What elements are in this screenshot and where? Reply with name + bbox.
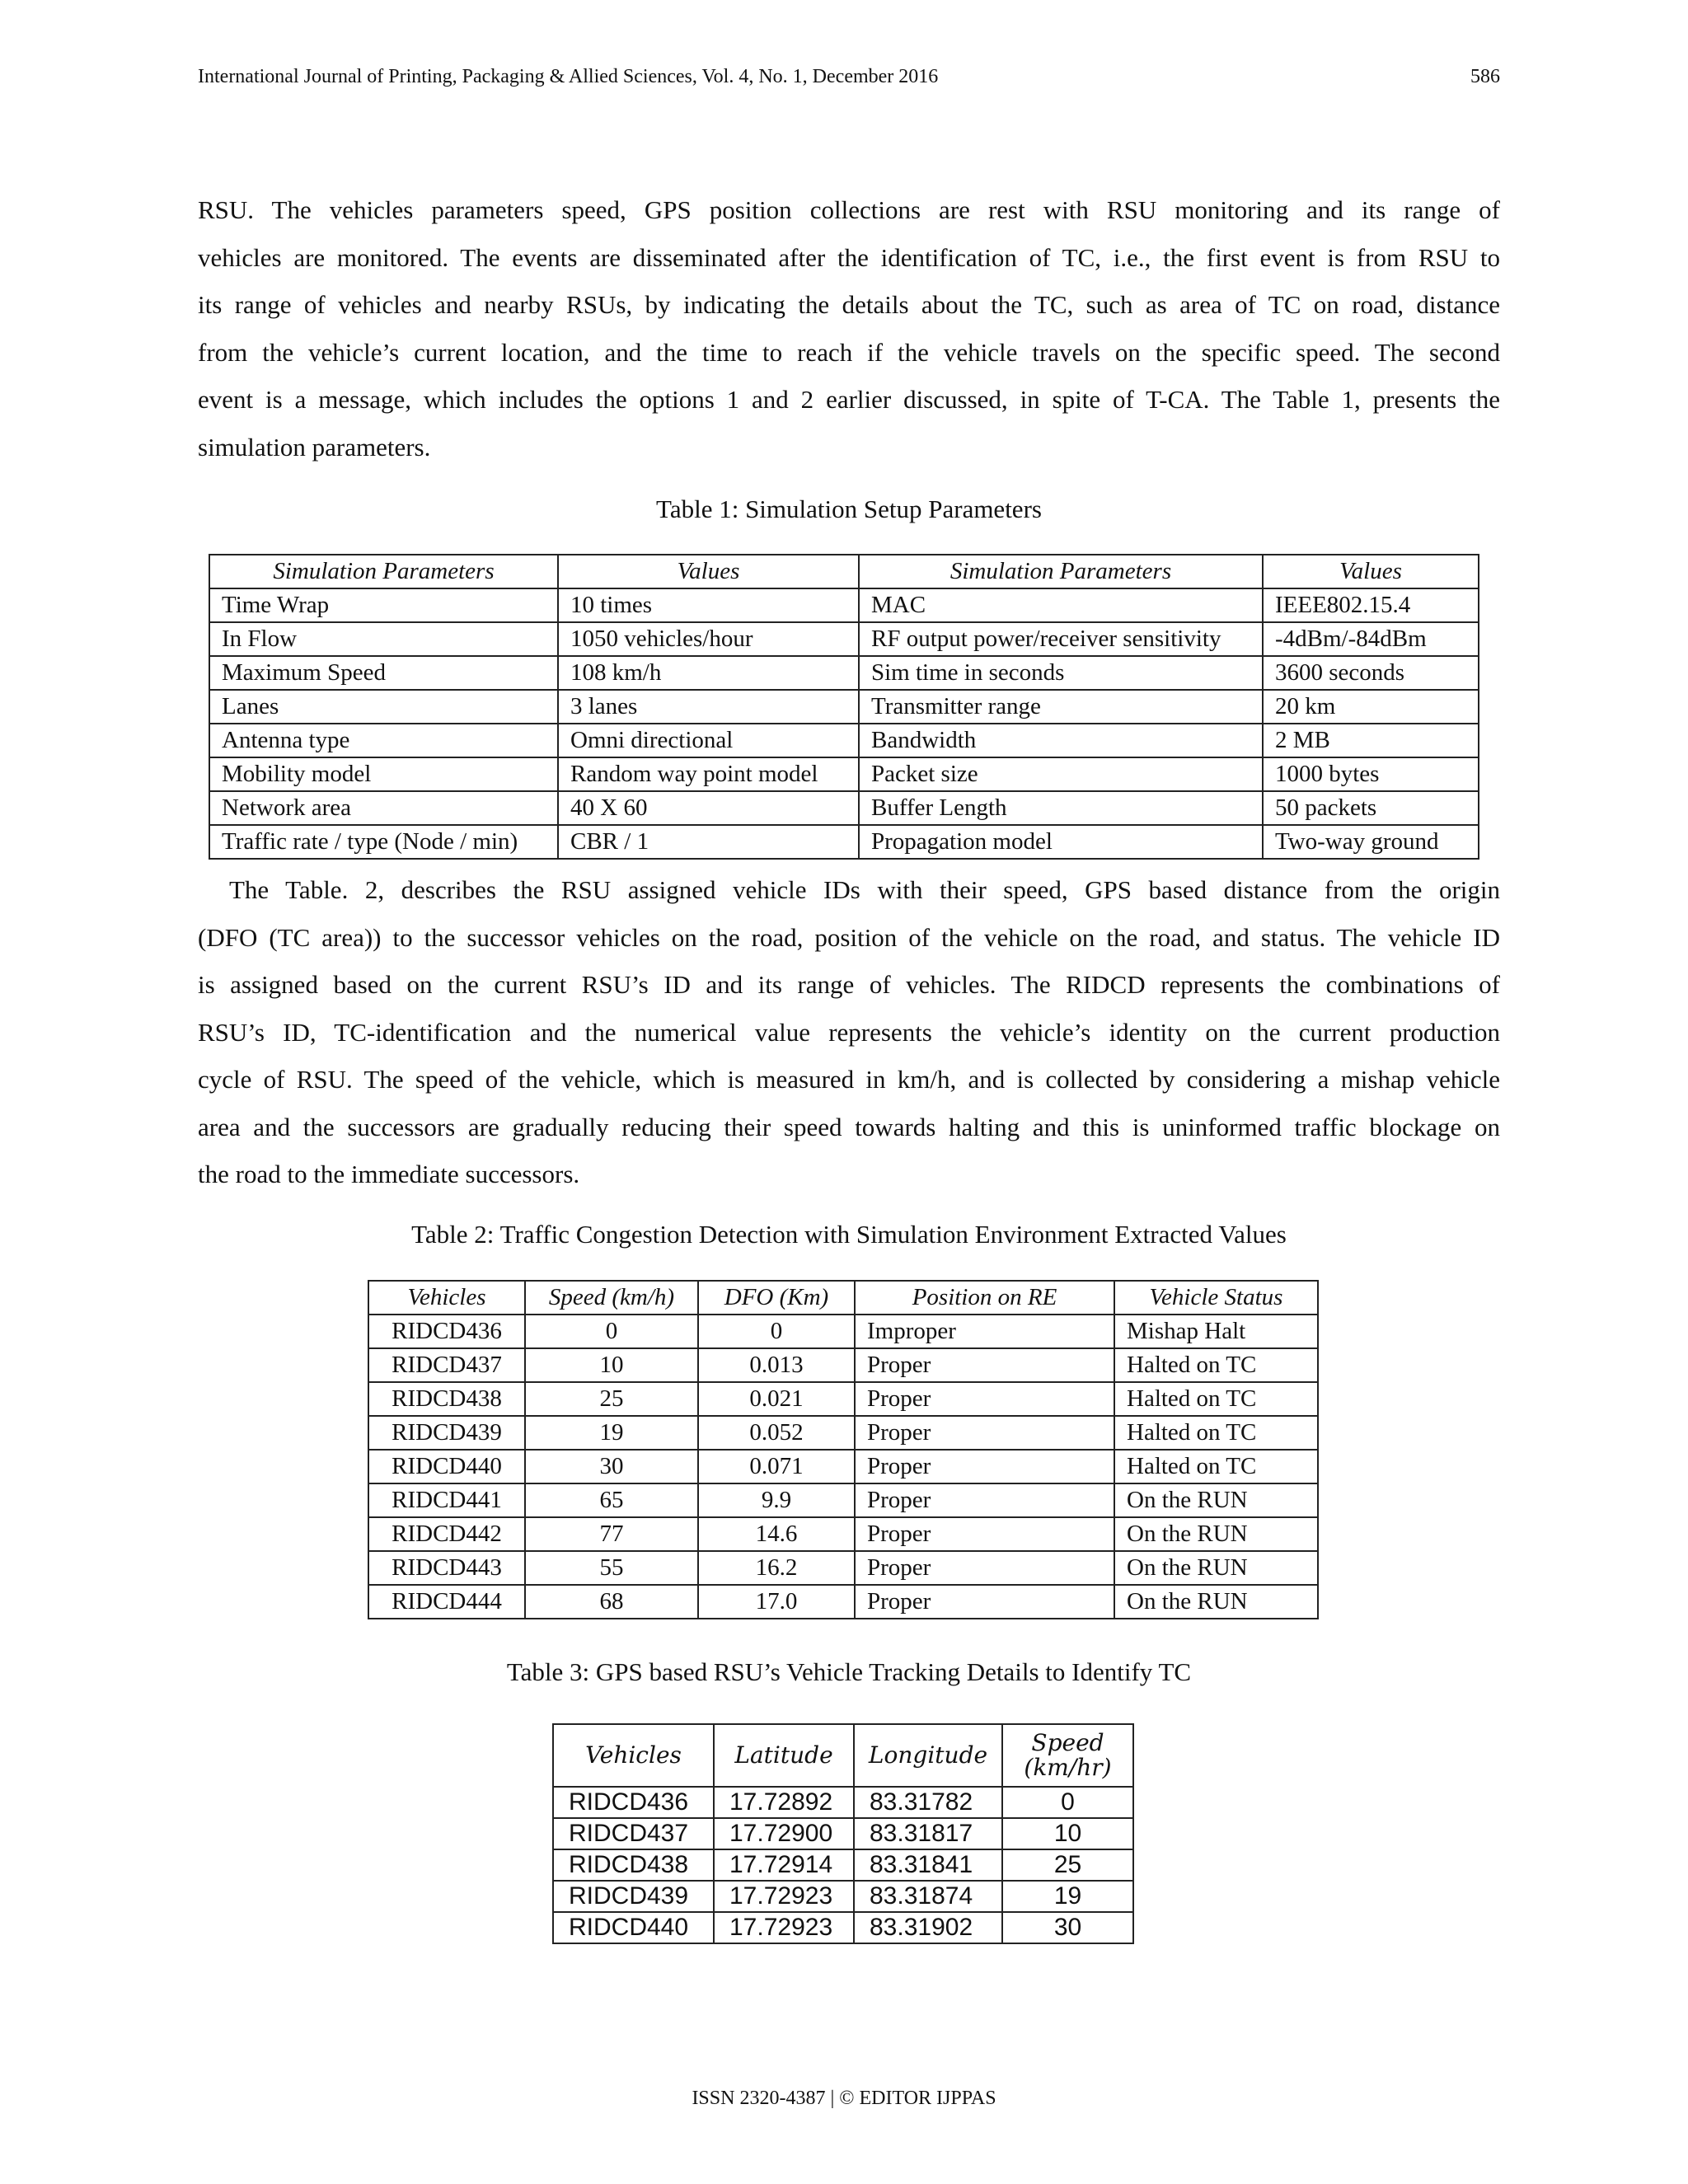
- table-cell: Transmitter range: [859, 690, 1263, 724]
- table-cell: 50 packets: [1263, 791, 1479, 825]
- column-header: Longitude: [854, 1724, 1002, 1787]
- table-cell: Proper: [855, 1416, 1114, 1450]
- text-line: (DFO (TC area)) to the successor vehicles on the road, position of the vehicle on the road, and status. The vehicle ID: [198, 922, 1500, 952]
- table-cell: 17.72892: [714, 1787, 854, 1818]
- table-cell: 10 times: [558, 588, 859, 622]
- table-header-row: [553, 1724, 1133, 1787]
- table-cell: Omni directional: [558, 724, 859, 757]
- table-cell: 65: [525, 1483, 698, 1517]
- table-cell: 40 X 60: [558, 791, 859, 825]
- column-header: Values: [1263, 555, 1479, 588]
- table-cell: Proper: [855, 1551, 1114, 1585]
- text-line: its range of vehicles and nearby RSUs, by indicating the details about the TC, such as area of TC on road, distance: [198, 290, 1500, 319]
- table-cell: 108 km/h: [558, 656, 859, 690]
- table-cell: 0: [698, 1315, 855, 1348]
- table-cell: 55: [525, 1551, 698, 1585]
- table-row: [368, 1382, 1318, 1416]
- column-header: Latitude: [714, 1724, 854, 1787]
- table-row: [368, 1551, 1318, 1585]
- table-cell: 1050 vehicles/hour: [558, 622, 859, 656]
- table-cell: 0.071: [698, 1450, 855, 1483]
- table-row: [209, 622, 1479, 656]
- table-cell: Packet size: [859, 757, 1263, 791]
- table-row: [553, 1818, 1133, 1849]
- table-cell: 10: [525, 1348, 698, 1382]
- table-cell: 0: [525, 1315, 698, 1348]
- column-header: Vehicles: [368, 1281, 525, 1315]
- column-header: DFO (Km): [698, 1281, 855, 1315]
- table-1-caption: Table 1: Simulation Setup Parameters: [656, 494, 1042, 523]
- table-cell: 17.72914: [714, 1849, 854, 1881]
- table-3-body: [553, 1787, 1133, 1943]
- table-cell: 19: [525, 1416, 698, 1450]
- table-cell: CBR / 1: [558, 825, 859, 859]
- table-cell: RIDCD441: [368, 1483, 525, 1517]
- table-cell: RIDCD438: [368, 1382, 525, 1416]
- page-number: 586: [1470, 66, 1500, 87]
- table-cell: RIDCD438: [553, 1849, 714, 1881]
- table-cell: Random way point model: [558, 757, 859, 791]
- table-cell: RIDCD437: [553, 1818, 714, 1849]
- table-cell: 0: [1002, 1787, 1133, 1818]
- table-row: [209, 791, 1479, 825]
- column-header-speed: [1002, 1724, 1133, 1787]
- text-line: simulation parameters.: [198, 432, 431, 462]
- table-cell: 17.72923: [714, 1881, 854, 1912]
- table-cell: Mishap Halt: [1114, 1315, 1318, 1348]
- footer: ISSN 2320-4387 | © EDITOR IJPPAS: [692, 2088, 996, 2109]
- column-header: Simulation Parameters: [209, 555, 558, 588]
- table-cell: Mobility model: [209, 757, 558, 791]
- table-cell: 1000 bytes: [1263, 757, 1479, 791]
- text-line: is assigned based on the current RSU’s ID and its range of vehicles. The RIDCD represents the combinations of: [198, 970, 1500, 999]
- table-cell: Two-way ground: [1263, 825, 1479, 859]
- column-header: Vehicles: [553, 1724, 714, 1787]
- table-cell: 83.31782: [854, 1787, 1002, 1818]
- table-row: [368, 1416, 1318, 1450]
- table-cell: RIDCD442: [368, 1517, 525, 1551]
- table-2: [368, 1280, 1319, 1619]
- table-cell: 83.31874: [854, 1881, 1002, 1912]
- text-line: from the vehicle’s current location, and the time to reach if the vehicle travels on the specific speed. The second: [198, 337, 1500, 367]
- table-row: [368, 1517, 1318, 1551]
- table-cell: Halted on TC: [1114, 1348, 1318, 1382]
- table-cell: Proper: [855, 1382, 1114, 1416]
- table-cell: Antenna type: [209, 724, 558, 757]
- table-cell: 25: [525, 1382, 698, 1416]
- column-header: Values: [558, 555, 859, 588]
- table-cell: 30: [1002, 1912, 1133, 1943]
- table-row: [368, 1585, 1318, 1619]
- table-cell: RIDCD444: [368, 1585, 525, 1619]
- running-header: [198, 66, 1500, 88]
- table-cell: In Flow: [209, 622, 558, 656]
- table-3: [552, 1723, 1134, 1944]
- table-row: [368, 1450, 1318, 1483]
- table-cell: On the RUN: [1114, 1517, 1318, 1551]
- table-cell: Improper: [855, 1315, 1114, 1348]
- table-cell: On the RUN: [1114, 1551, 1318, 1585]
- table-cell: 30: [525, 1450, 698, 1483]
- table-row: [368, 1483, 1318, 1517]
- paragraph-2: [198, 866, 1500, 1198]
- table-row: [368, 1348, 1318, 1382]
- table-cell: Proper: [855, 1517, 1114, 1551]
- table-header-row: [368, 1281, 1318, 1315]
- column-header: Speed (km/h): [525, 1281, 698, 1315]
- table-cell: RF output power/receiver sensitivity: [859, 622, 1263, 656]
- text-line: area and the successors are gradually reducing their speed towards halting and this is uninformed traffic blockage on: [198, 1112, 1500, 1141]
- table-cell: Propagation model: [859, 825, 1263, 859]
- table-cell: 20 km: [1263, 690, 1479, 724]
- table-row: [209, 588, 1479, 622]
- table-cell: Halted on TC: [1114, 1416, 1318, 1450]
- table-cell: 83.31902: [854, 1912, 1002, 1943]
- table-cell: Network area: [209, 791, 558, 825]
- table-cell: Maximum Speed: [209, 656, 558, 690]
- table-row: [553, 1912, 1133, 1943]
- table-cell: 83.31817: [854, 1818, 1002, 1849]
- table-cell: RIDCD437: [368, 1348, 525, 1382]
- journal-title: International Journal of Printing, Packaging & Allied Sciences, Vol. 4, No. 1, December 2016: [198, 66, 939, 87]
- table-cell: IEEE802.15.4: [1263, 588, 1479, 622]
- table-cell: 3 lanes: [558, 690, 859, 724]
- table-1-body: [209, 588, 1479, 859]
- column-header: Position on RE: [855, 1281, 1114, 1315]
- table-cell: 17.72900: [714, 1818, 854, 1849]
- column-header: Simulation Parameters: [859, 555, 1263, 588]
- table-cell: 0.052: [698, 1416, 855, 1450]
- table-cell: On the RUN: [1114, 1483, 1318, 1517]
- table-cell: RIDCD436: [368, 1315, 525, 1348]
- table-cell: Bandwidth: [859, 724, 1263, 757]
- table-row: [553, 1849, 1133, 1881]
- table-cell: 77: [525, 1517, 698, 1551]
- table-1: [209, 554, 1479, 860]
- table-cell: 83.31841: [854, 1849, 1002, 1881]
- table-cell: 25: [1002, 1849, 1133, 1881]
- speed-label: Speed: [1031, 1729, 1104, 1756]
- table-cell: RIDCD443: [368, 1551, 525, 1585]
- table-cell: 16.2: [698, 1551, 855, 1585]
- table-cell: 10: [1002, 1818, 1133, 1849]
- table-cell: 3600 seconds: [1263, 656, 1479, 690]
- table-cell: Lanes: [209, 690, 558, 724]
- table-cell: RIDCD436: [553, 1787, 714, 1818]
- table-cell: 17.0: [698, 1585, 855, 1619]
- table-cell: Sim time in seconds: [859, 656, 1263, 690]
- table-header-row: [209, 555, 1479, 588]
- speed-unit: (km/hr): [1024, 1754, 1112, 1781]
- table-cell: Halted on TC: [1114, 1450, 1318, 1483]
- table-cell: Halted on TC: [1114, 1382, 1318, 1416]
- table-cell: -4dBm/-84dBm: [1263, 622, 1479, 656]
- table-2-caption: Table 2: Traffic Congestion Detection with Simulation Environment Extracted Values: [411, 1220, 1287, 1249]
- table-row: [209, 690, 1479, 724]
- table-cell: 0.013: [698, 1348, 855, 1382]
- table-cell: 2 MB: [1263, 724, 1479, 757]
- table-cell: Buffer Length: [859, 791, 1263, 825]
- table-cell: On the RUN: [1114, 1585, 1318, 1619]
- text-line: the road to the immediate successors.: [198, 1160, 580, 1188]
- table-cell: MAC: [859, 588, 1263, 622]
- text-line: RSU. The vehicles parameters speed, GPS position collections are rest with RSU monitoring and its range of: [198, 195, 1500, 224]
- table-cell: RIDCD439: [368, 1416, 525, 1450]
- column-header: Vehicle Status: [1114, 1281, 1318, 1315]
- table-cell: 17.72923: [714, 1912, 854, 1943]
- table-cell: RIDCD440: [553, 1912, 714, 1943]
- table-cell: Time Wrap: [209, 588, 558, 622]
- table-cell: Proper: [855, 1585, 1114, 1619]
- text-line: cycle of RSU. The speed of the vehicle, which is measured in km/h, and is collected by considering a mishap vehicle: [198, 1065, 1500, 1094]
- table-cell: 68: [525, 1585, 698, 1619]
- table-cell: 9.9: [698, 1483, 855, 1517]
- table-cell: RIDCD439: [553, 1881, 714, 1912]
- table-row: [553, 1787, 1133, 1818]
- text-line: The Table. 2, describes the RSU assigned vehicle IDs with their speed, GPS based distance from the origin: [229, 875, 1500, 904]
- table-row: [368, 1315, 1318, 1348]
- table-cell: Proper: [855, 1483, 1114, 1517]
- table-cell: 19: [1002, 1881, 1133, 1912]
- table-cell: Traffic rate / type (Node / min): [209, 825, 558, 859]
- table-row: [209, 656, 1479, 690]
- table-cell: Proper: [855, 1348, 1114, 1382]
- table-row: [209, 757, 1479, 791]
- paragraph-1: [198, 186, 1500, 471]
- text-line: vehicles are monitored. The events are disseminated after the identification of TC, i.e., the first event is from RSU to: [198, 242, 1500, 272]
- table-cell: 14.6: [698, 1517, 855, 1551]
- table-cell: 0.021: [698, 1382, 855, 1416]
- table-row: [553, 1881, 1133, 1912]
- table-row: [209, 724, 1479, 757]
- table-2-body: [368, 1315, 1318, 1619]
- table-row: [209, 825, 1479, 859]
- text-line: RSU’s ID, TC-identification and the numerical value represents the vehicle’s identity on the current production: [198, 1017, 1500, 1047]
- table-3-caption: Table 3: GPS based RSU’s Vehicle Tracking Details to Identify TC: [506, 1657, 1192, 1686]
- table-cell: RIDCD440: [368, 1450, 525, 1483]
- table-cell: Proper: [855, 1450, 1114, 1483]
- text-line: event is a message, which includes the options 1 and 2 earlier discussed, in spite of T-CA. The Table 1, presents the: [198, 385, 1500, 414]
